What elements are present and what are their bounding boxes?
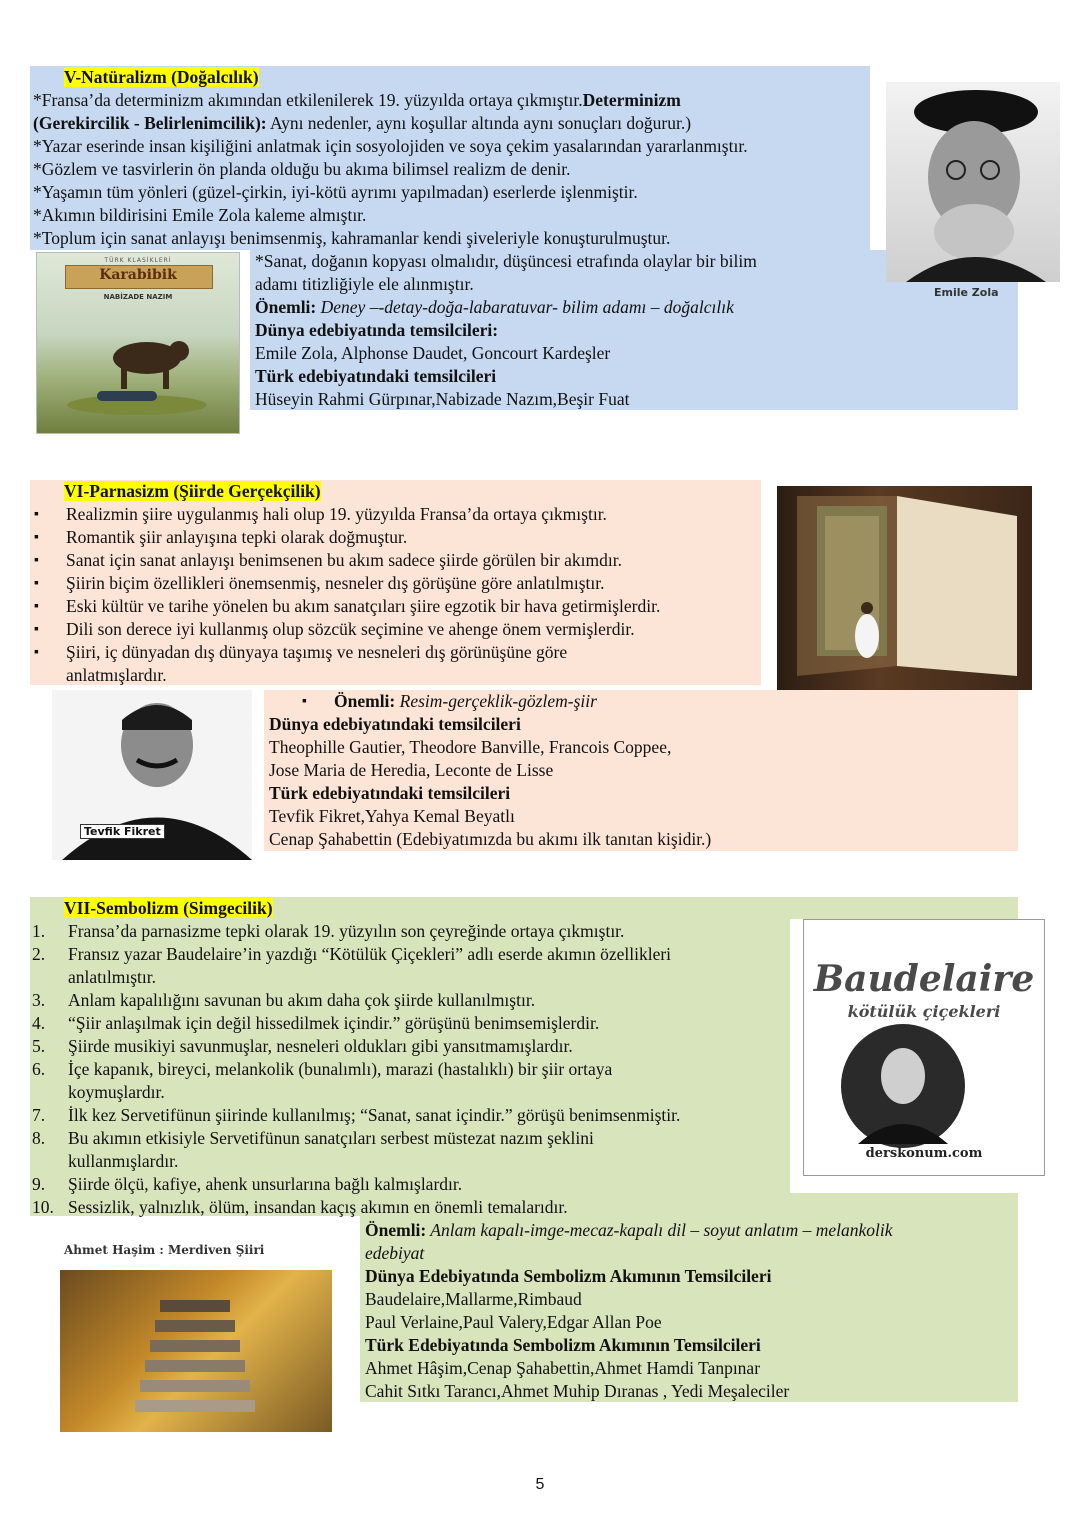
page-number: 5 bbox=[535, 1476, 545, 1493]
sembolizm-world-names-1: Baudelaire,Mallarme,Rimbaud bbox=[365, 1289, 582, 1309]
naturalizm-line-8: *Sanat, doğanın kopyası olmalıdır, düşüncesi etrafında olaylar bir bilim bbox=[255, 251, 757, 271]
bull-illustration bbox=[37, 313, 239, 433]
list-item: koymuşlardır. bbox=[68, 1082, 165, 1102]
list-item: ▪ Romantik şiir anlayışına tepki olarak doğmuştur. bbox=[30, 526, 660, 549]
list-item: 6. İçe kapanık, bireyci, melankolik (bunalımlı), marazi (hastalıklı) bir şiir ortaya bbox=[32, 1059, 613, 1079]
sembolizm-world-names-2: Paul Verlaine,Paul Valery,Edgar Allan Poe bbox=[365, 1312, 662, 1332]
list-item: 4. “Şiir anlaşılmak için değil hissedilmek içindir.” görüşünü benimsemişlerdir. bbox=[32, 1013, 600, 1033]
naturalizm-onemli: Önemli: Deney –-detay-doğa-labaratuvar- bilim adamı – doğalcılık bbox=[255, 297, 734, 317]
list-item: anlatılmıştır. bbox=[68, 967, 156, 987]
baudelaire-subtitle: kötülük çiçekleri bbox=[847, 1002, 1001, 1021]
book-series: TÜRK KLASİKLERİ bbox=[104, 257, 172, 264]
book-door-drawing bbox=[777, 486, 1032, 690]
emile-zola-caption: Emile Zola bbox=[934, 286, 999, 299]
tevfik-fikret-caption: Tevfik Fikret bbox=[80, 824, 165, 839]
list-item: ▪ Realizmin şiire uygulanmış hali olup 19. yüzyılda Fransa’da ortaya çıkmıştır. bbox=[30, 503, 660, 526]
staircase-drawing bbox=[60, 1270, 332, 1432]
parnasizm-turkish-heading: Türk edebiyatındaki temsilcileri bbox=[269, 783, 511, 803]
list-item: ▪ Şiiri, iç dünyadan dış dünyaya taşımış ve nesneleri dış görünüşüne göre bbox=[30, 641, 660, 664]
stair-caption: Ahmet Haşim : Merdiven Şiiri bbox=[64, 1243, 265, 1257]
staircase-image bbox=[60, 1270, 332, 1432]
sembolizm-title-line bbox=[64, 897, 273, 920]
sembolizm-onemli-cont: edebiyat bbox=[365, 1243, 425, 1263]
parnasizm-bullet-continuation: anlatmışlardır. bbox=[66, 665, 167, 685]
naturalizm-box-right bbox=[870, 318, 1018, 410]
list-item: ▪ Eski kültür ve tarihe yönelen bu akım sanatçıları şiire egzotik bir hava getirmişlerdir. bbox=[30, 595, 660, 618]
sembolizm-turkish-names-2: Cahit Sıtkı Tarancı,Ahmet Muhip Dıranas , Yedi Meşaleciler bbox=[365, 1381, 790, 1401]
parnasizm-turkish-names-2: Cenap Şahabettin (Edebiyatımızda bu akımı ilk tanıtan kişidir.) bbox=[269, 829, 712, 849]
sembolizm-title: VII-Sembolizm (Simgecilik) bbox=[64, 898, 273, 918]
parnasizm-title-line bbox=[64, 480, 321, 503]
parnasizm-onemli-list bbox=[298, 690, 597, 713]
parnasizm-world-names-1: Theophille Gautier, Theodore Banville, Francois Coppee, bbox=[269, 737, 672, 757]
open-book-door-image bbox=[777, 486, 1032, 690]
parnasizm-world-names-2: Jose Maria de Heredia, Leconte de Lisse bbox=[269, 760, 554, 780]
naturalizm-line-1: *Fransa’da determinizm akımından etkilenilerek 19. yüzyılda ortaya çıkmıştır.Determinizm bbox=[33, 90, 681, 110]
naturalizm-title-line bbox=[64, 66, 259, 89]
parnasizm-onemli: ▪ Önemli: Resim-gerçeklik-gözlem-şiir bbox=[298, 690, 597, 713]
sembolizm-onemli: Önemli: Anlam kapalı-imge-mecaz-kapalı dil – soyut anlatım – melankolik bbox=[365, 1220, 893, 1240]
naturalizm-line-6: *Akımın bildirisini Emile Zola kaleme almıştır. bbox=[33, 205, 367, 225]
zola-figure bbox=[886, 82, 1060, 282]
sembolizm-numbered-list bbox=[32, 920, 680, 1219]
book-author: NABİZADE NAZIM bbox=[103, 293, 173, 301]
naturalizm-line-4: *Gözlem ve tasvirlerin ön planda olduğu bu akıma bilimsel realizm de denir. bbox=[33, 159, 571, 179]
baudelaire-book-cover bbox=[803, 919, 1045, 1176]
naturalizm-line-2: (Gerekircilik - Belirlenimcilik): Aynı nedenler, aynı koşullar altında aynı sonuçları doğurur.) bbox=[33, 113, 692, 133]
list-item: 9. Şiirde ölçü, kafiye, ahenk unsurlarına bağlı kalmışlardır. bbox=[32, 1174, 463, 1194]
sembolizm-world-heading: Dünya Edebiyatında Sembolizm Akımının Temsilcileri bbox=[365, 1266, 772, 1286]
sembolizm-box-right-strip bbox=[790, 1193, 1018, 1216]
parnasizm-turkish-names-1: Tevfik Fikret,Yahya Kemal Beyatlı bbox=[269, 806, 515, 826]
naturalizm-line-9: adamı titizliğiyle ele alınmıştır. bbox=[255, 274, 474, 294]
sembolizm-turkish-heading: Türk Edebiyatında Sembolizm Akımının Temsilcileri bbox=[365, 1335, 761, 1355]
sembolizm-turkish-names-1: Ahmet Hâşim,Cenap Şahabettin,Ahmet Hamdi Tanpınar bbox=[365, 1358, 761, 1378]
list-item: ▪ Dili son derece iyi kullanmış olup sözcük seçimine ve ahenge önem vermişlerdir. bbox=[30, 618, 660, 641]
parnasizm-title: VI-Parnasizm (Şiirde Gerçekçilik) bbox=[64, 481, 321, 501]
list-item: 2. Fransız yazar Baudelaire’in yazdığı “Kötülük Çiçekleri” adlı eserde akımın özellikleri bbox=[32, 944, 672, 964]
list-item: kullanmışlardır. bbox=[68, 1151, 179, 1171]
book-title: Karabibik bbox=[99, 267, 177, 283]
karabibik-book-cover bbox=[36, 252, 240, 434]
list-item: ▪ Sanat için sanat anlayışı benimsenen bu akım sadece şiirde görülen bir akımdır. bbox=[30, 549, 660, 572]
parnasizm-world-heading: Dünya edebiyatındaki temsilcileri bbox=[269, 714, 521, 734]
emile-zola-portrait bbox=[886, 82, 1060, 282]
naturalizm-title: V-Natüralizm (Doğalcılık) bbox=[64, 67, 259, 87]
list-item: 10. Sessizlik, yalnızlık, ölüm, insandan kaçış akımın en önemli temalarıdır. bbox=[32, 1197, 568, 1217]
list-item: 7. İlk kez Servetifünun şiirinde kullanılmış; “Sanat, sanat içindir.” görüşü benimsenmiştir. bbox=[32, 1105, 681, 1125]
naturalizm-line-3: *Yazar eserinde insan kişiliğini anlatmak için sosyolojiden ve soya çekim yasalarından yararlanmıştır. bbox=[33, 136, 748, 156]
naturalizm-turkish-heading: Türk edebiyatındaki temsilcileri bbox=[255, 366, 497, 386]
list-item: ▪ Şiirin biçim özellikleri önemsenmiş, nesneler dış görüşüne göre anlatılmıştır. bbox=[30, 572, 660, 595]
list-item: 5. Şiirde musikiyi savunmuşlar, nesneleri oldukları gibi yansıtmamışlardır. bbox=[32, 1036, 573, 1056]
naturalizm-line-7: *Toplum için sanat anlayışı benimsenmiş, kahramanlar kendi şiveleriyle konuşturulmuştur. bbox=[33, 228, 671, 248]
parnasizm-bullet-list bbox=[30, 503, 660, 664]
naturalizm-world-heading: Dünya edebiyatında temsilcileri: bbox=[255, 320, 499, 340]
naturalizm-line-5: *Yaşamın tüm yönleri (güzel-çirkin, iyi-kötü ayrımı yapılmadan) eserlerde işlenmiştir. bbox=[33, 182, 638, 202]
baudelaire-portrait bbox=[838, 1024, 968, 1148]
tevfik-fikret-portrait bbox=[52, 690, 252, 860]
baudelaire-title: Baudelaire bbox=[813, 958, 1035, 1000]
list-item: 3. Anlam kapalılığını savunan bu akım daha çok şiirde kullanılmıştır. bbox=[32, 990, 536, 1010]
list-item: 1. Fransa’da parnasizme tepki olarak 19. yüzyılın son çeyreğinde ortaya çıkmıştır. bbox=[32, 921, 625, 941]
naturalizm-world-names: Emile Zola, Alphonse Daudet, Goncourt Kardeşler bbox=[255, 343, 611, 363]
baudelaire-site: derskonum.com bbox=[865, 1146, 983, 1161]
naturalizm-turkish-names: Hüseyin Rahmi Gürpınar,Nabizade Nazım,Beşir Fuat bbox=[255, 389, 630, 409]
list-item: 8. Bu akımın etkisiyle Servetifünun sanatçıları serbest müstezat nazım şeklini bbox=[32, 1128, 594, 1148]
